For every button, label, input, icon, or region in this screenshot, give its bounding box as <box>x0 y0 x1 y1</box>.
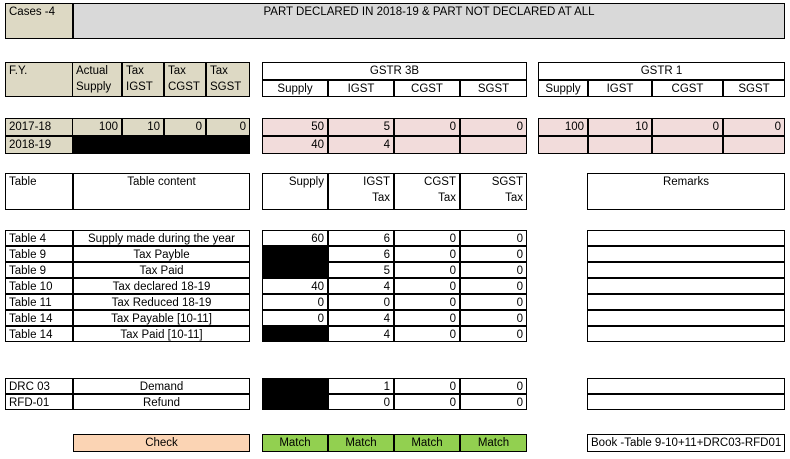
tax-cgst-header-line2: CGST <box>168 81 200 93</box>
table-row-label: DRC 03 <box>5 378 73 394</box>
check-remark: Book -Table 9-10+11+DRC03-RFD01 <box>587 434 785 452</box>
cgst-tax-header-line2: Tax <box>438 192 456 204</box>
table-col-header: Table <box>5 173 73 210</box>
gstr3b-value: 40 <box>262 136 328 154</box>
page-title: PART DECLARED IN 2018-19 & PART NOT DECLARED AT ALL <box>73 3 785 39</box>
gstr3b-col-3: SGST <box>460 80 527 97</box>
supply-header: Supply <box>262 173 328 210</box>
table-row-label: Table 14 <box>5 326 73 342</box>
tax-sgst-header-line2: SGST <box>210 81 242 93</box>
sgst-value: 0 <box>460 230 527 246</box>
gstr3b-col-0: Supply <box>262 80 328 97</box>
remarks-cell <box>587 262 785 278</box>
table-content-header: Table content <box>73 173 250 210</box>
igst-value: 10 <box>122 118 164 136</box>
supply-value: 40 <box>262 278 328 294</box>
blacked-out-supply <box>262 378 328 394</box>
gstr1-value <box>723 136 785 154</box>
igst-value: 6 <box>328 230 394 246</box>
gstr1-col-2: CGST <box>652 80 723 97</box>
check-label: Check <box>73 434 250 452</box>
sgst-value: 0 <box>460 278 527 294</box>
supply-value: 60 <box>262 230 328 246</box>
blacked-out-supply <box>262 394 328 410</box>
gstr3b-value: 5 <box>328 118 394 136</box>
tax-sgst-header <box>206 62 250 97</box>
fy-cell: 2018-19 <box>5 136 73 154</box>
table-row-content: Tax Payble <box>73 246 250 262</box>
sgst-value: 0 <box>460 378 527 394</box>
igst-value: 6 <box>328 246 394 262</box>
cgst-value: 0 <box>394 326 460 342</box>
table-row-label: Table 4 <box>5 230 73 246</box>
remarks-cell <box>587 378 785 394</box>
sgst-value: 0 <box>460 326 527 342</box>
cgst-value: 0 <box>394 246 460 262</box>
remarks-header: Remarks <box>587 173 785 210</box>
gstr1-value: 10 <box>588 118 652 136</box>
remarks-cell <box>587 310 785 326</box>
remarks-cell <box>587 246 785 262</box>
gstr1-title: GSTR 1 <box>538 62 785 80</box>
gstr3b-value <box>394 136 460 154</box>
table-row-content: Tax Paid <box>73 262 250 278</box>
sgst-tax-header <box>460 173 527 210</box>
gstr1-col-0: Supply <box>538 80 588 97</box>
match-badge: Match <box>394 434 460 452</box>
gstr3b-value: 4 <box>328 136 394 154</box>
gstr1-value <box>588 136 652 154</box>
tax-cgst-header-line1: Tax <box>168 65 186 77</box>
table-row-label: RFD-01 <box>5 394 73 410</box>
sgst-value: 0 <box>206 118 250 136</box>
igst-tax-header-line1: IGST <box>363 176 390 188</box>
sgst-value: 0 <box>460 394 527 410</box>
table-row-label: Table 10 <box>5 278 73 294</box>
gstr1-value: 0 <box>652 118 723 136</box>
gstr1-value <box>652 136 723 154</box>
gstr1-value <box>538 136 588 154</box>
table-row-content: Refund <box>73 394 250 410</box>
remarks-cell <box>587 230 785 246</box>
gstr3b-value <box>460 136 527 154</box>
table-row-content: Tax Reduced 18-19 <box>73 294 250 310</box>
fy-cell: 2017-18 <box>5 118 73 136</box>
blacked-out-cells <box>72 136 250 154</box>
gstr3b-value: 0 <box>394 118 460 136</box>
table-row-label: Table 9 <box>5 262 73 278</box>
gstr1-col-3: SGST <box>723 80 785 97</box>
cgst-value: 0 <box>394 394 460 410</box>
blacked-out-supply <box>262 246 328 262</box>
igst-value: 0 <box>328 394 394 410</box>
sgst-tax-header-line1: SGST <box>491 176 523 188</box>
cgst-value: 0 <box>394 310 460 326</box>
sgst-value: 0 <box>460 246 527 262</box>
match-badge: Match <box>262 434 328 452</box>
table-row-content: Tax Paid [10-11] <box>73 326 250 342</box>
igst-value: 4 <box>328 278 394 294</box>
gstr3b-col-2: CGST <box>394 80 460 97</box>
match-badge: Match <box>328 434 394 452</box>
supply-value: 0 <box>262 294 328 310</box>
gstr3b-value: 0 <box>460 118 527 136</box>
match-badge: Match <box>460 434 527 452</box>
gstr3b-col-1: IGST <box>328 80 394 97</box>
remarks-cell <box>587 278 785 294</box>
gstr3b-value: 50 <box>262 118 328 136</box>
igst-tax-header <box>328 173 394 210</box>
blacked-out-supply <box>262 326 328 342</box>
remarks-cell <box>587 394 785 410</box>
remarks-cell <box>587 294 785 310</box>
sgst-value: 0 <box>460 262 527 278</box>
igst-value: 4 <box>328 310 394 326</box>
supply-value: 0 <box>262 310 328 326</box>
blacked-out-supply <box>262 262 328 278</box>
cgst-tax-header-line1: CGST <box>424 176 456 188</box>
actual-supply-header-line2: Supply <box>76 81 112 93</box>
igst-value: 1 <box>328 378 394 394</box>
sgst-value: 0 <box>460 294 527 310</box>
tax-igst-header-line2: IGST <box>126 81 153 93</box>
case-label: Cases -4 <box>5 3 73 39</box>
cgst-value: 0 <box>394 262 460 278</box>
remarks-cell <box>587 326 785 342</box>
table-row-content: Supply made during the year <box>73 230 250 246</box>
gstr1-col-1: IGST <box>588 80 652 97</box>
table-row-content: Tax Payable [10-11] <box>73 310 250 326</box>
table-row-content: Demand <box>73 378 250 394</box>
tax-sgst-header-line1: Tax <box>210 65 228 77</box>
tax-igst-header-line1: Tax <box>126 65 144 77</box>
tax-cgst-header <box>164 62 206 97</box>
table-row-content: Tax declared 18-19 <box>73 278 250 294</box>
igst-value: 0 <box>328 294 394 310</box>
sgst-tax-header-line2: Tax <box>505 192 523 204</box>
igst-value: 5 <box>328 262 394 278</box>
cgst-value: 0 <box>394 230 460 246</box>
actual-supply-header-line1: Actual <box>76 65 108 77</box>
sgst-value: 0 <box>460 310 527 326</box>
table-row-label: Table 14 <box>5 310 73 326</box>
igst-value: 4 <box>328 326 394 342</box>
fy-header: F.Y. <box>5 62 73 97</box>
tax-igst-header <box>122 62 164 97</box>
igst-tax-header-line2: Tax <box>372 192 390 204</box>
cgst-value: 0 <box>394 378 460 394</box>
gstr1-value: 0 <box>723 118 785 136</box>
cgst-value: 0 <box>394 278 460 294</box>
cgst-value: 0 <box>394 294 460 310</box>
actual-supply-header <box>72 62 122 97</box>
gstr3b-title: GSTR 3B <box>262 62 527 80</box>
cgst-tax-header <box>394 173 460 210</box>
cgst-value: 0 <box>164 118 206 136</box>
table-row-label: Table 9 <box>5 246 73 262</box>
gstr1-value: 100 <box>538 118 588 136</box>
table-row-label: Table 11 <box>5 294 73 310</box>
actual-supply-value: 100 <box>72 118 122 136</box>
